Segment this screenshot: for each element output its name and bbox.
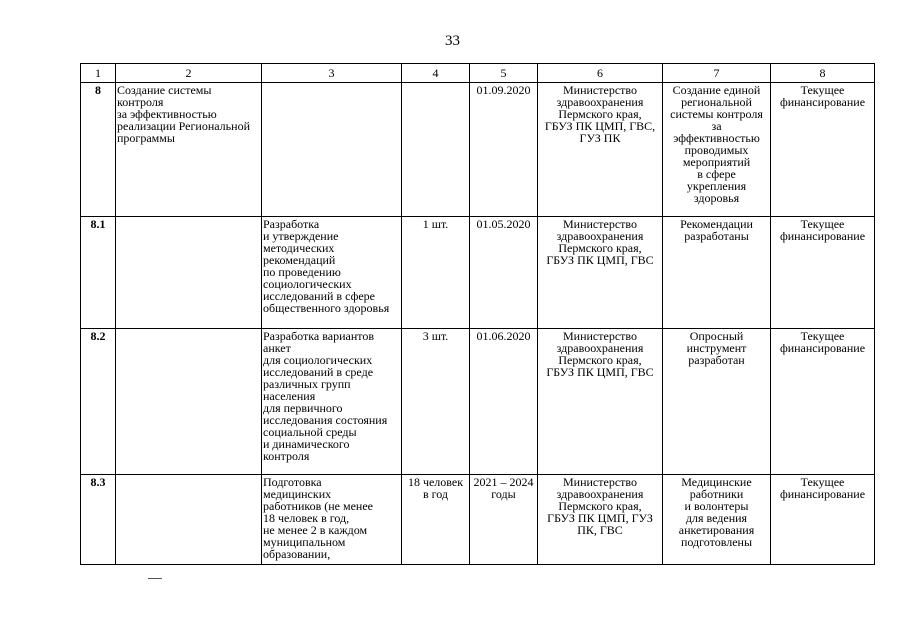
deadline-cell: 01.06.2020 bbox=[470, 329, 538, 475]
table-row bbox=[81, 475, 875, 565]
column-number-5: 5 bbox=[470, 64, 538, 83]
responsible-cell: Министерство здравоохранения Пермского края, ГБУЗ ПК ЦМП, ГВС bbox=[538, 217, 663, 329]
table-row bbox=[81, 83, 875, 217]
quantity-cell bbox=[402, 83, 470, 217]
column-number-4: 4 bbox=[402, 64, 470, 83]
row-number: 8 bbox=[81, 83, 116, 217]
row-number: 8.2 bbox=[81, 329, 116, 475]
measure-name bbox=[116, 329, 262, 475]
quantity-cell: 1 шт. bbox=[402, 217, 470, 329]
column-number-6: 6 bbox=[538, 64, 663, 83]
page-number: 33 bbox=[445, 33, 460, 49]
financing-cell: Текущее финансирование bbox=[771, 329, 875, 475]
deadline-cell: 01.05.2020 bbox=[470, 217, 538, 329]
measure-name: Создание системы контроля за эффективностью реализации Региональной программы bbox=[116, 83, 262, 217]
financing-cell: Текущее финансирование bbox=[771, 475, 875, 565]
result-cell: Рекомендации разработаны bbox=[663, 217, 771, 329]
column-number-7: 7 bbox=[663, 64, 771, 83]
row-number: 8.3 bbox=[81, 475, 116, 565]
column-number-8: 8 bbox=[771, 64, 875, 83]
responsible-cell: Министерство здравоохранения Пермского края, ГБУЗ ПК ЦМП, ГВС, ГУЗ ПК bbox=[538, 83, 663, 217]
table-header-row bbox=[81, 64, 875, 83]
activity-description: Подготовка медицинских работников (не менее 18 человек в год, не менее 2 в каждом муниципальном образовании, bbox=[262, 475, 402, 565]
result-cell: Создание единой региональной системы контроля за эффективностью проводимых мероприятий в сфере укрепления здоровья bbox=[663, 83, 771, 217]
financing-cell: Текущее финансирование bbox=[771, 217, 875, 329]
responsible-cell: Министерство здравоохранения Пермского края, ГБУЗ ПК ЦМП, ГВС bbox=[538, 329, 663, 475]
row-number: 8.1 bbox=[81, 217, 116, 329]
deadline-cell: 2021 – 2024 годы bbox=[470, 475, 538, 565]
column-number-2: 2 bbox=[116, 64, 262, 83]
responsible-cell: Министерство здравоохранения Пермского края, ГБУЗ ПК ЦМП, ГУЗ ПК, ГВС bbox=[538, 475, 663, 565]
result-cell: Медицинские работники и волонтеры для ведения анкетирования подготовлены bbox=[663, 475, 771, 565]
column-number-3: 3 bbox=[262, 64, 402, 83]
table-row bbox=[81, 217, 875, 329]
activity-description bbox=[262, 83, 402, 217]
quantity-cell: 3 шт. bbox=[402, 329, 470, 475]
result-cell: Опросный инструмент разработан bbox=[663, 329, 771, 475]
measure-name bbox=[116, 475, 262, 565]
activity-description: Разработка вариантов анкет для социологических исследований в среде различных групп населения для первичного исследования состояния социальной среды и динамического контроля bbox=[262, 329, 402, 475]
table-row bbox=[81, 329, 875, 475]
scan-mark bbox=[148, 578, 162, 579]
measure-name bbox=[116, 217, 262, 329]
quantity-cell: 18 человек в год bbox=[402, 475, 470, 565]
financing-cell: Текущее финансирование bbox=[771, 83, 875, 217]
action-plan-table bbox=[80, 63, 875, 565]
column-number-1: 1 bbox=[81, 64, 116, 83]
deadline-cell: 01.09.2020 bbox=[470, 83, 538, 217]
activity-description: Разработка и утверждение методических рекомендаций по проведению социологических исследований в сфере общественного здоровья bbox=[262, 217, 402, 329]
